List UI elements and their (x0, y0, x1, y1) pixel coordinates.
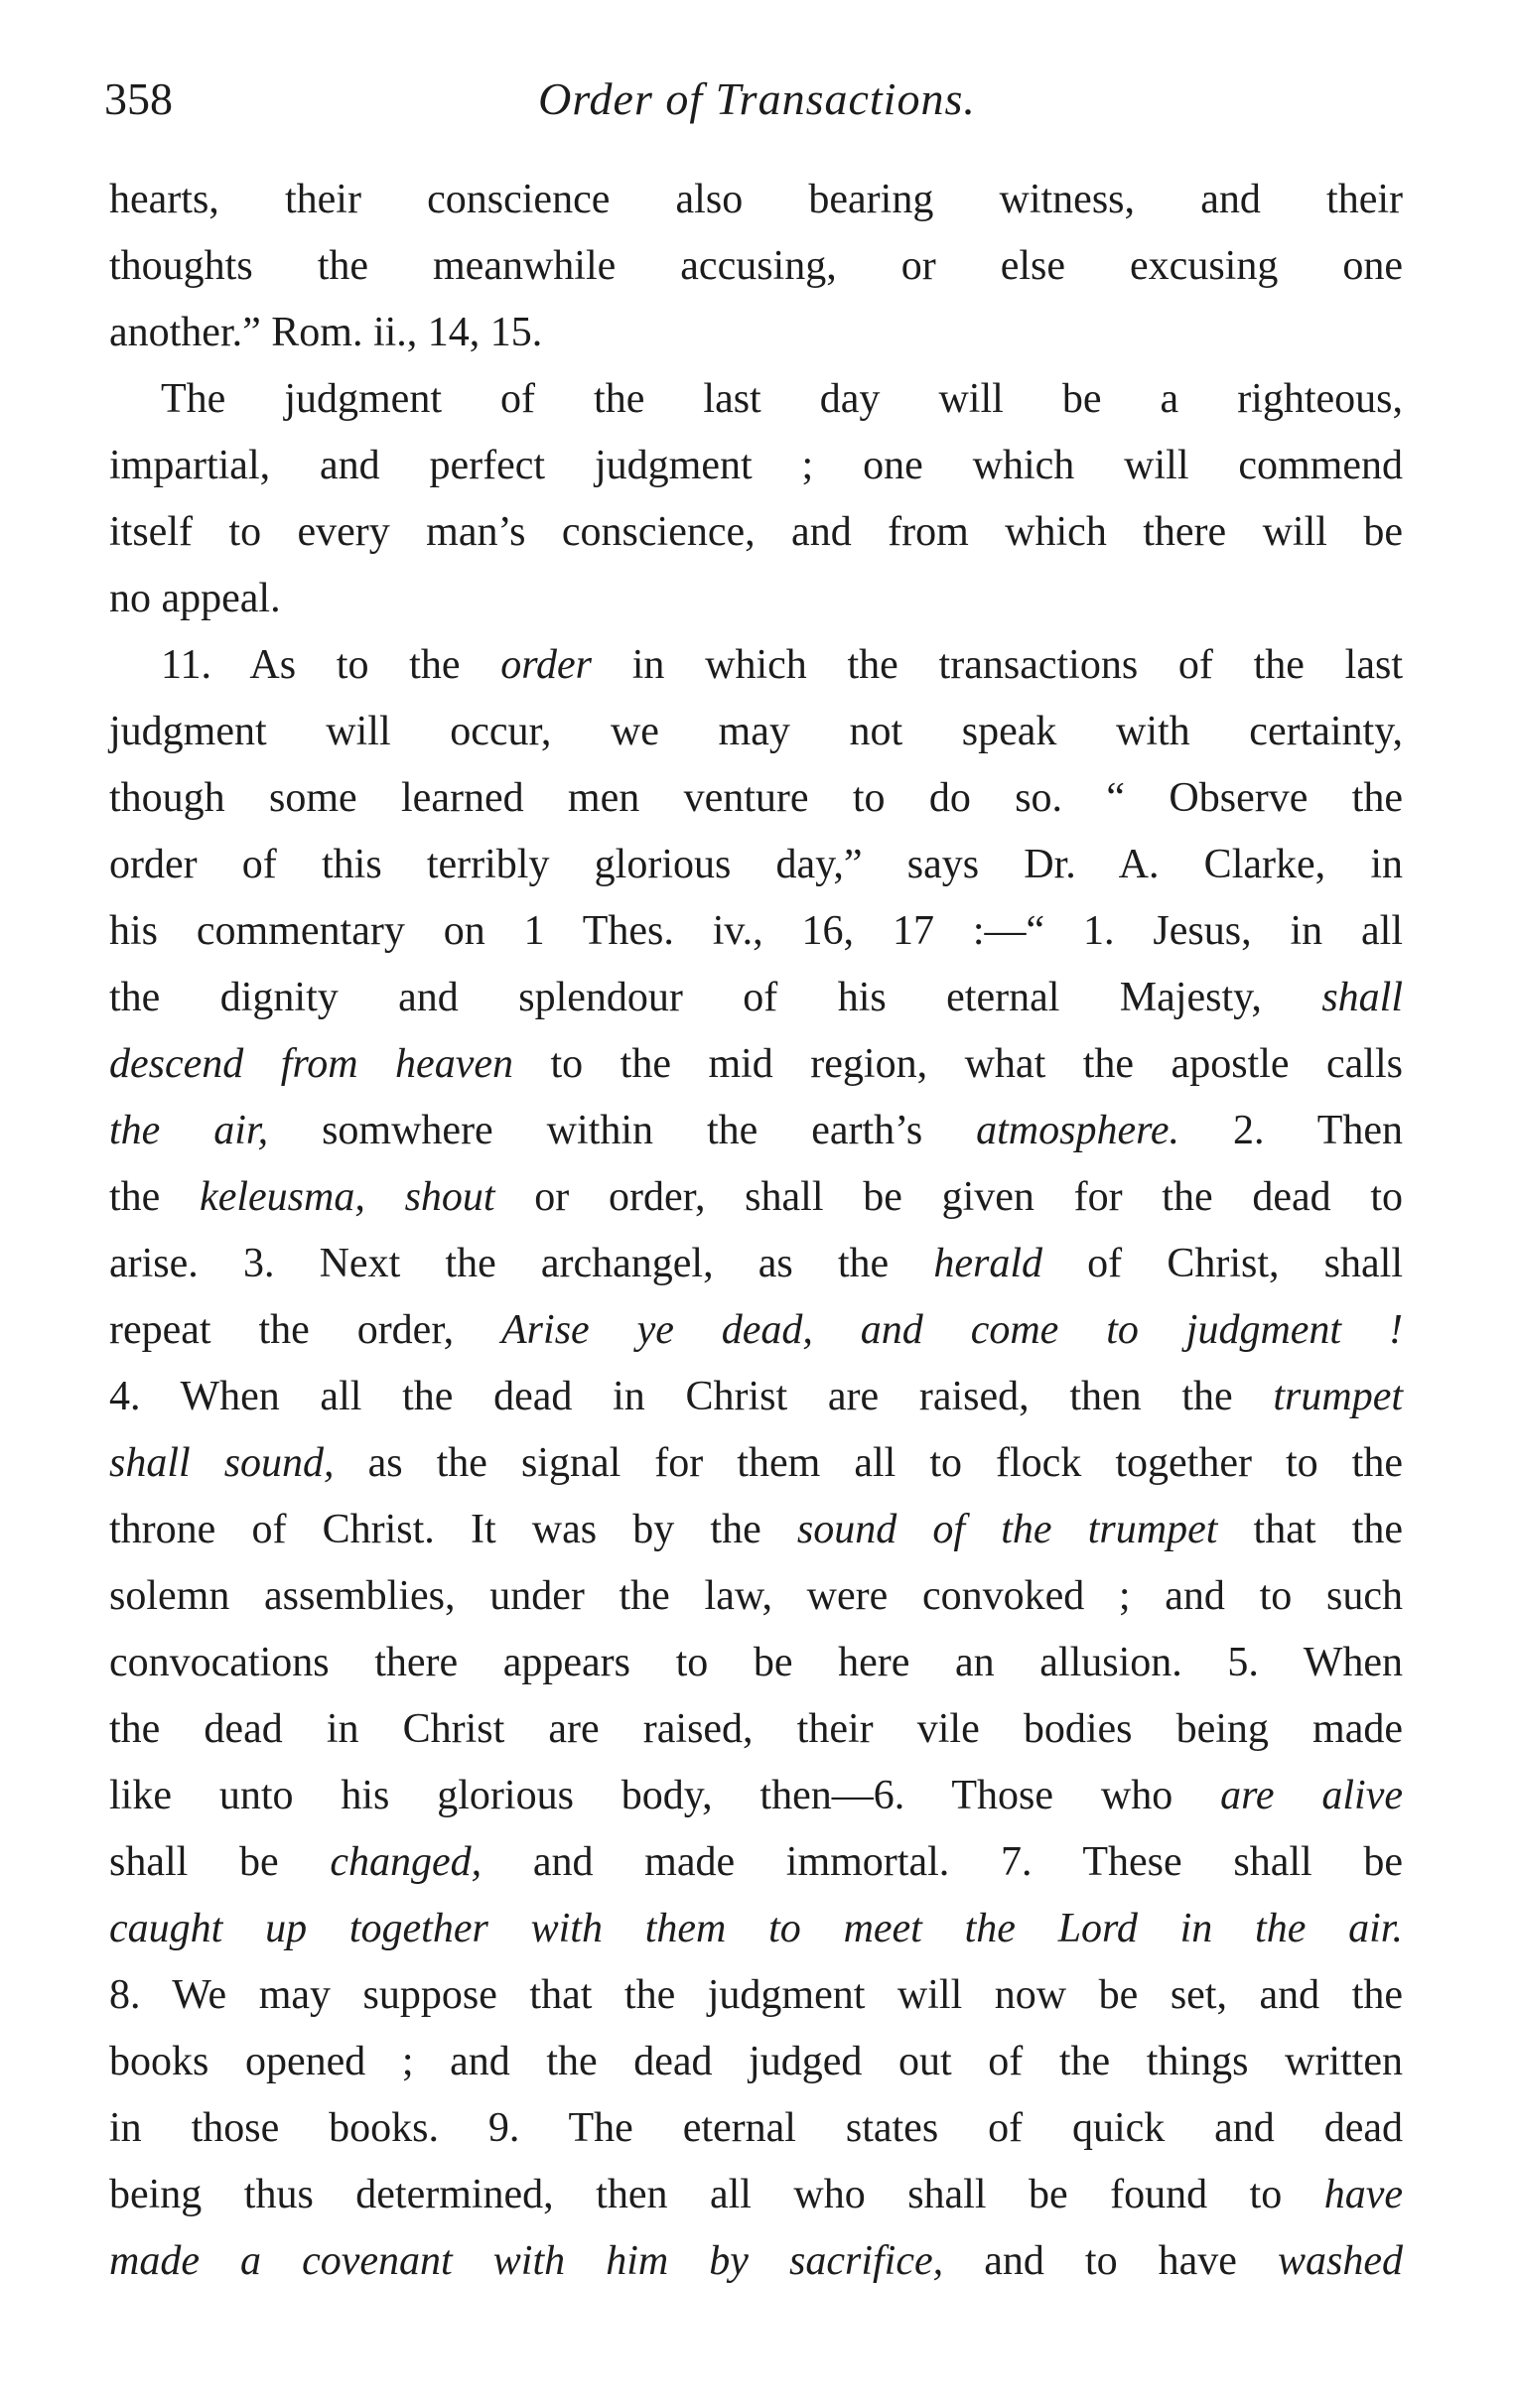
text-line: itself to every man’s conscience, and from which there will be (109, 509, 1403, 555)
text-line: convocations there appears to be here an allusion. 5. When (109, 1640, 1403, 1685)
text-line: judgment will occur, we may not speak with certainty, (109, 709, 1403, 754)
text-line: caught up together with them to meet the Lord in the air. (109, 1906, 1403, 1951)
text-line: solemn assemblies, under the law, were convoked ; and to such (109, 1573, 1403, 1619)
text-line: thoughts the meanwhile accusing, or else excusing one (109, 243, 1403, 289)
paragraph-start-line: The judgment of the last day will be a righteous, (161, 376, 1403, 422)
text-line: arise. 3. Next the archangel, as the herald of Christ, shall (109, 1241, 1403, 1286)
text-line: hearts, their conscience also bearing witness, and their (109, 177, 1403, 222)
running-title: Order of Transactions. (538, 73, 976, 124)
text-line: 4. When all the dead in Christ are raised, then the trumpet (109, 1374, 1403, 1419)
text-line: descend from heaven to the mid region, what the apostle calls (109, 1041, 1403, 1087)
body-text (109, 167, 1403, 2295)
text-line: like unto his glorious body, then—6. Those who are alive (109, 1773, 1403, 1818)
text-line: shall sound, as the signal for them all to flock together to the (109, 1440, 1403, 1486)
text-line: the dignity and splendour of his eternal Majesty, shall (109, 975, 1403, 1020)
text-line: though some learned men venture to do so. “ Observe the (109, 775, 1403, 821)
text-line: throne of Christ. It was by the sound of the trumpet that the (109, 1507, 1404, 1552)
text-line: in those books. 9. The eternal states of quick and dead (109, 2105, 1403, 2151)
text-line: repeat the order, Arise ye dead, and come to judgment ! (109, 1307, 1403, 1353)
text-line: no appeal. (109, 576, 281, 621)
text-line: order of this terribly glorious day,” says Dr. A. Clarke, in (109, 842, 1403, 887)
text-line: the keleusma, shout or order, shall be given for the dead to (109, 1174, 1404, 1220)
text-line: impartial, and perfect judgment ; one which will commend (109, 443, 1403, 488)
text-line: the air, somwhere within the earth’s atmosphere. 2. Then (109, 1108, 1403, 1153)
text-line: his commentary on 1 Thes. iv., 16, 17 :—“ 1. Jesus, in all (109, 908, 1403, 954)
text-line: 8. We may suppose that the judgment will now be set, and the (109, 1972, 1403, 2018)
text-line: shall be changed, and made immortal. 7. These shall be (109, 1839, 1403, 1885)
text-line: books opened ; and the dead judged out of the things written (109, 2039, 1403, 2084)
text-line: made a covenant with him by sacrifice, and to have washed (109, 2238, 1404, 2284)
text-line: another.” Rom. ii., 14, 15. (109, 310, 543, 355)
page-number: 358 (104, 73, 173, 124)
text-line: the dead in Christ are raised, their vile bodies being made (109, 1706, 1403, 1752)
paragraph-start-line: 11. As to the order in which the transactions of the last (161, 642, 1403, 688)
text-line: being thus determined, then all who shall be found to have (109, 2172, 1403, 2217)
page-header (104, 69, 1410, 129)
